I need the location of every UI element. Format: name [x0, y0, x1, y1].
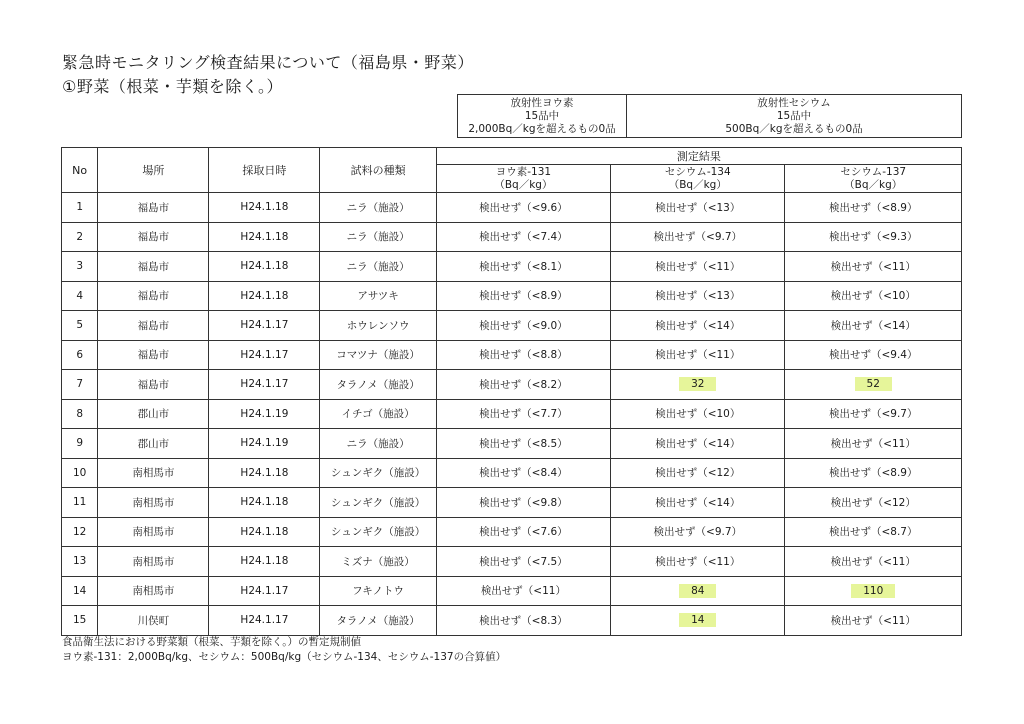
cell-no: 7 — [62, 370, 98, 400]
cell-cs137 — [785, 576, 962, 606]
cell-i131: 検出せず（<8.8） — [436, 340, 610, 370]
cesium-summary-line: 500Bq／kgを超えるもの0品 — [725, 122, 863, 135]
cell-cs134: 検出せず（<9.7） — [611, 222, 785, 252]
cell-place: 福島市 — [98, 281, 209, 311]
cell-sample: イチゴ（施設） — [320, 399, 436, 429]
cell-no: 8 — [62, 399, 98, 429]
cell-place: 福島市 — [98, 252, 209, 282]
cell-cs137: 検出せず（<11） — [785, 429, 962, 459]
cesium-summary-line: 15品中 — [776, 109, 812, 122]
regulation-summary-table — [457, 94, 962, 138]
table-row — [62, 340, 962, 370]
cell-no: 15 — [62, 606, 98, 636]
cell-date: H24.1.17 — [209, 370, 320, 400]
cell-date: H24.1.17 — [209, 311, 320, 341]
cell-place: 福島市 — [98, 311, 209, 341]
cell-cs137: 検出せず（<8.9） — [785, 458, 962, 488]
col-header-cs134-name: セシウム-134 — [664, 165, 731, 178]
cell-date: H24.1.18 — [209, 458, 320, 488]
cell-sample: アサツキ — [320, 281, 436, 311]
cell-no: 2 — [62, 222, 98, 252]
col-header-date: 採取日時 — [209, 148, 320, 193]
cell-i131: 検出せず（<8.2） — [436, 370, 610, 400]
cell-date: H24.1.17 — [209, 606, 320, 636]
cell-no: 1 — [62, 193, 98, 223]
iodine-summary — [458, 95, 627, 138]
table-row — [62, 576, 962, 606]
detected-value: 14 — [679, 613, 716, 627]
cell-cs137: 検出せず（<9.3） — [785, 222, 962, 252]
table-row — [62, 488, 962, 518]
table-row — [62, 399, 962, 429]
cell-date: H24.1.17 — [209, 576, 320, 606]
table-row — [62, 193, 962, 223]
cell-place: 郡山市 — [98, 399, 209, 429]
cell-sample: フキノトウ — [320, 576, 436, 606]
iodine-summary-line: 放射性ヨウ素 — [510, 96, 574, 109]
col-header-no: No — [62, 148, 98, 193]
cell-cs134 — [611, 576, 785, 606]
cell-cs137: 検出せず（<9.7） — [785, 399, 962, 429]
cell-cs137: 検出せず（<11） — [785, 252, 962, 282]
cell-no: 4 — [62, 281, 98, 311]
cesium-summary — [627, 95, 962, 138]
results-body — [62, 193, 962, 636]
cell-date: H24.1.18 — [209, 488, 320, 518]
table-row — [62, 547, 962, 577]
cell-i131: 検出せず（<9.0） — [436, 311, 610, 341]
table-row — [62, 606, 962, 636]
cell-date: H24.1.18 — [209, 252, 320, 282]
cell-place: 南相馬市 — [98, 458, 209, 488]
footnote: ヨウ素-131：2,000Bq/kg、セシウム：500Bq/kg（セシウム-134、セシウム-137の合算値） — [62, 651, 507, 663]
cell-cs134: 検出せず（<9.7） — [611, 517, 785, 547]
results-table — [61, 147, 962, 636]
table-row — [62, 311, 962, 341]
table-row — [62, 370, 962, 400]
detected-value: 32 — [679, 377, 716, 391]
col-header-cs134-unit: （Bq／kg） — [668, 178, 727, 191]
cell-place: 福島市 — [98, 222, 209, 252]
cell-no: 5 — [62, 311, 98, 341]
page-title: 緊急時モニタリング検査結果について（福島県・野菜） — [62, 53, 474, 72]
cell-cs137: 検出せず（<11） — [785, 606, 962, 636]
cesium-summary-line: 放射性セシウム — [757, 96, 831, 109]
cell-place: 福島市 — [98, 340, 209, 370]
cell-no: 6 — [62, 340, 98, 370]
col-header-place: 場所 — [98, 148, 209, 193]
col-header-i131-name: ヨウ素-131 — [495, 165, 552, 178]
cell-cs134 — [611, 606, 785, 636]
cell-cs134: 検出せず（<12） — [611, 458, 785, 488]
cell-place: 南相馬市 — [98, 547, 209, 577]
cell-no: 3 — [62, 252, 98, 282]
table-row — [62, 429, 962, 459]
cell-i131: 検出せず（<8.9） — [436, 281, 610, 311]
cell-cs137: 検出せず（<11） — [785, 547, 962, 577]
cell-sample: コマツナ（施設） — [320, 340, 436, 370]
cell-place: 南相馬市 — [98, 517, 209, 547]
table-row — [62, 458, 962, 488]
col-header-cs134 — [611, 165, 785, 193]
cell-date: H24.1.18 — [209, 222, 320, 252]
cell-no: 12 — [62, 517, 98, 547]
cell-cs137: 検出せず（<10） — [785, 281, 962, 311]
cell-date: H24.1.19 — [209, 399, 320, 429]
cell-sample: ミズナ（施設） — [320, 547, 436, 577]
cell-i131: 検出せず（<8.3） — [436, 606, 610, 636]
detected-value: 84 — [679, 584, 716, 598]
cell-place: 福島市 — [98, 370, 209, 400]
col-header-sample: 試料の種類 — [320, 148, 436, 193]
col-header-cs137 — [785, 165, 962, 193]
cell-sample: タラノメ（施設） — [320, 370, 436, 400]
cell-no: 14 — [62, 576, 98, 606]
cell-sample: タラノメ（施設） — [320, 606, 436, 636]
cell-cs137: 検出せず（<8.7） — [785, 517, 962, 547]
col-header-i131 — [436, 165, 610, 193]
table-row — [62, 517, 962, 547]
cell-date: H24.1.17 — [209, 340, 320, 370]
cell-date: H24.1.18 — [209, 281, 320, 311]
cell-cs137: 検出せず（<12） — [785, 488, 962, 518]
cell-i131: 検出せず（<8.1） — [436, 252, 610, 282]
cell-no: 10 — [62, 458, 98, 488]
cell-cs137: 検出せず（<9.4） — [785, 340, 962, 370]
cell-i131: 検出せず（<11） — [436, 576, 610, 606]
cell-i131: 検出せず（<8.5） — [436, 429, 610, 459]
page-subtitle: ①野菜（根菜・芋類を除く。） — [62, 77, 284, 96]
cell-sample: ニラ（施設） — [320, 429, 436, 459]
cell-cs134: 検出せず（<14） — [611, 488, 785, 518]
cell-i131: 検出せず（<9.8） — [436, 488, 610, 518]
cell-i131: 検出せず（<8.4） — [436, 458, 610, 488]
iodine-summary-line: 2,000Bq／kgを超えるもの0品 — [468, 122, 616, 135]
cell-i131: 検出せず（<9.6） — [436, 193, 610, 223]
cell-sample: ホウレンソウ — [320, 311, 436, 341]
detected-value: 52 — [855, 377, 892, 391]
cell-cs137: 検出せず（<14） — [785, 311, 962, 341]
cell-cs137: 検出せず（<8.9） — [785, 193, 962, 223]
cell-sample: ニラ（施設） — [320, 222, 436, 252]
cell-cs134: 検出せず（<14） — [611, 429, 785, 459]
cell-cs134: 検出せず（<14） — [611, 311, 785, 341]
col-header-cs137-unit: （Bq／kg） — [844, 178, 903, 191]
col-header-cs137-name: セシウム-137 — [840, 165, 907, 178]
cell-cs134: 検出せず（<13） — [611, 281, 785, 311]
cell-i131: 検出せず（<7.5） — [436, 547, 610, 577]
cell-no: 9 — [62, 429, 98, 459]
cell-cs134: 検出せず（<11） — [611, 547, 785, 577]
detected-value: 110 — [851, 584, 895, 598]
cell-place: 川俣町 — [98, 606, 209, 636]
table-row — [62, 281, 962, 311]
col-header-measurement: 測定結果 — [436, 148, 961, 165]
cell-sample: ニラ（施設） — [320, 193, 436, 223]
cell-cs134: 検出せず（<13） — [611, 193, 785, 223]
cell-date: H24.1.18 — [209, 193, 320, 223]
table-row — [62, 252, 962, 282]
cell-date: H24.1.19 — [209, 429, 320, 459]
cell-i131: 検出せず（<7.6） — [436, 517, 610, 547]
cell-date: H24.1.18 — [209, 517, 320, 547]
footnote: 食品衛生法における野菜類（根菜、芋類を除く。）の暫定規制値 — [62, 636, 362, 648]
cell-cs134 — [611, 370, 785, 400]
cell-cs134: 検出せず（<11） — [611, 252, 785, 282]
cell-place: 南相馬市 — [98, 488, 209, 518]
cell-cs134: 検出せず（<10） — [611, 399, 785, 429]
cell-no: 13 — [62, 547, 98, 577]
cell-date: H24.1.18 — [209, 547, 320, 577]
cell-sample: シュンギク（施設） — [320, 458, 436, 488]
table-row — [62, 222, 962, 252]
cell-place: 郡山市 — [98, 429, 209, 459]
cell-place: 南相馬市 — [98, 576, 209, 606]
cell-place: 福島市 — [98, 193, 209, 223]
cell-cs137 — [785, 370, 962, 400]
cell-no: 11 — [62, 488, 98, 518]
cell-sample: シュンギク（施設） — [320, 517, 436, 547]
cell-i131: 検出せず（<7.4） — [436, 222, 610, 252]
cell-sample: ニラ（施設） — [320, 252, 436, 282]
cell-i131: 検出せず（<7.7） — [436, 399, 610, 429]
col-header-i131-unit: （Bq／kg） — [494, 178, 553, 191]
iodine-summary-line: 15品中 — [524, 109, 560, 122]
cell-sample: シュンギク（施設） — [320, 488, 436, 518]
cell-cs134: 検出せず（<11） — [611, 340, 785, 370]
